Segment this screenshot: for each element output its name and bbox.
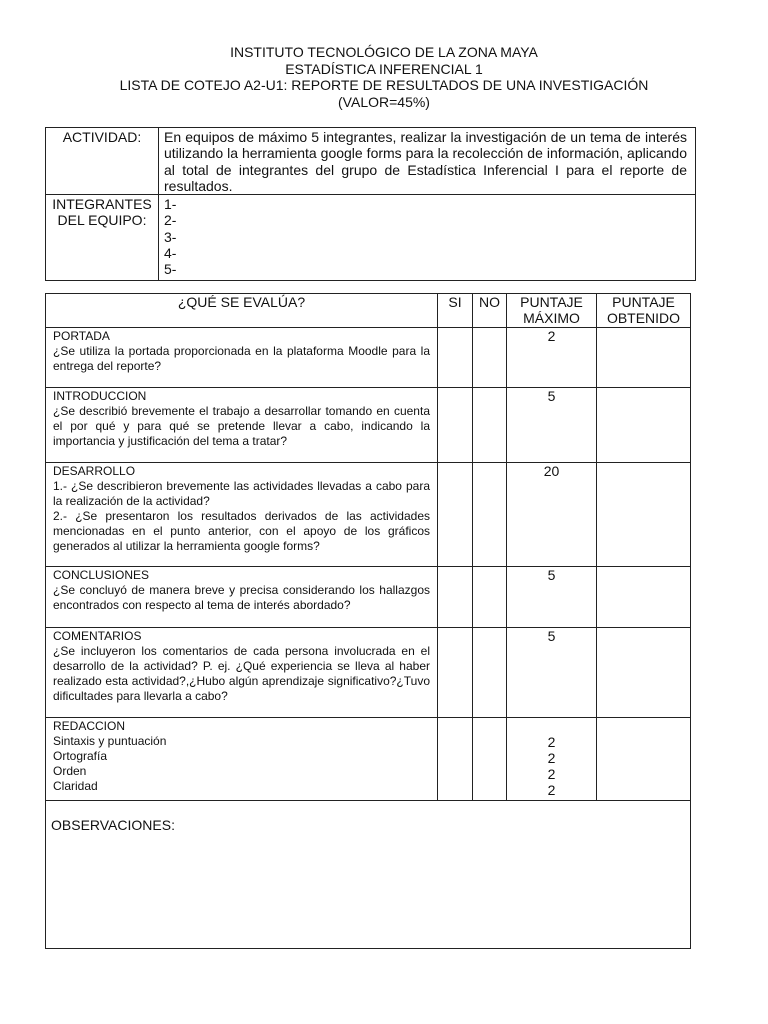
check-yes-comentarios[interactable] bbox=[438, 628, 473, 718]
document-header bbox=[0, 44, 768, 110]
header-max-score: PUNTAJE MÁXIMO bbox=[507, 294, 597, 328]
activity-label: ACTIVIDAD: bbox=[46, 128, 159, 195]
obtained-score-comentarios[interactable] bbox=[597, 628, 691, 718]
obtained-score-portada[interactable] bbox=[597, 328, 691, 388]
criterion-redaccion: REDACCION Sintaxis y puntuación Ortografía Orden Claridad bbox=[46, 718, 438, 801]
criterion-portada: PORTADA ¿Se utiliza la portada proporcionada en la plataforma Moodle para la entrega del reporte? bbox=[46, 328, 438, 388]
max-score-conclusiones: 5 bbox=[507, 567, 597, 628]
max-score-introduccion: 5 bbox=[507, 388, 597, 463]
check-yes-introduccion[interactable] bbox=[438, 388, 473, 463]
table-row bbox=[46, 567, 691, 628]
max-score-comentarios: 5 bbox=[507, 628, 597, 718]
header-obtained-score: PUNTAJE OBTENIDO bbox=[597, 294, 691, 328]
obtained-score-desarrollo[interactable] bbox=[597, 463, 691, 567]
checklist-title: LISTA DE COTEJO A2-U1: REPORTE DE RESULTADOS DE UNA INVESTIGACIÓN bbox=[119, 77, 649, 93]
observations-row bbox=[46, 801, 691, 949]
check-no-desarrollo[interactable] bbox=[473, 463, 507, 567]
evaluation-table bbox=[45, 293, 691, 949]
member-slot-4[interactable]: 4- bbox=[164, 245, 177, 262]
max-score-redaccion: 2 2 2 2 bbox=[507, 718, 597, 801]
criterion-conclusiones: CONCLUSIONES ¿Se concluyó de manera breve y precisa considerando los hallazgos encontrados con respecto al tema de interés abordado? bbox=[46, 567, 438, 628]
institution-title: INSTITUTO TECNOLÓGICO DE LA ZONA MAYA bbox=[230, 44, 538, 60]
table-row bbox=[46, 463, 691, 567]
check-yes-conclusiones[interactable] bbox=[438, 567, 473, 628]
table-row bbox=[46, 718, 691, 801]
observations-label: OBSERVACIONES: bbox=[51, 817, 175, 833]
check-no-comentarios[interactable] bbox=[473, 628, 507, 718]
member-slot-3[interactable]: 3- bbox=[164, 228, 177, 245]
obtained-score-conclusiones[interactable] bbox=[597, 567, 691, 628]
obtained-score-redaccion[interactable] bbox=[597, 718, 691, 801]
check-no-portada[interactable] bbox=[473, 328, 507, 388]
table-header-row bbox=[46, 294, 691, 328]
criterion-comentarios: COMENTARIOS ¿Se incluyeron los comentarios de cada persona involucrada en el desarrollo de la actividad? P. ej. ¿Qué experiencia se lleva al haber realizado esta actividad?,¿Hubo algún aprendizaje significativo?¿Tuvo dificultades para llevarla a cabo? bbox=[46, 628, 438, 718]
criterion-introduccion: INTRODUCCION ¿Se describió brevemente el trabajo a desarrollar tomando en cuenta el por qué y para qué se pretende llevar a cabo, indicando la importancia y justificación del tema a tratar? bbox=[46, 388, 438, 463]
course-title: ESTADÍSTICA INFERENCIAL 1 bbox=[285, 60, 483, 77]
value-label: (VALOR=45%) bbox=[338, 93, 430, 110]
check-no-conclusiones[interactable] bbox=[473, 567, 507, 628]
max-score-desarrollo: 20 bbox=[507, 463, 597, 567]
table-row bbox=[46, 388, 691, 463]
members-list[interactable] bbox=[159, 195, 696, 280]
member-slot-5[interactable]: 5- bbox=[164, 261, 177, 278]
members-label: INTEGRANTES DEL EQUIPO: bbox=[46, 195, 159, 280]
header-criterion: ¿QUÉ SE EVALÚA? bbox=[46, 294, 438, 328]
criterion-desarrollo: DESARROLLO 1.- ¿Se describieron brevemente las actividades llevadas a cabo para la realización de la actividad? 2.- ¿Se presentaron los resultados derivados de las actividades mencionadas en el punto anterior, con el apoyo de los gráficos generados al utilizar la herramienta google forms? bbox=[46, 463, 438, 567]
activity-description: En equipos de máximo 5 integrantes, realizar la investigación de un tema de interés utilizando la herramienta google forms para la recolección de información, aplicando al total de integrantes del grupo de Estadística Inferencial I para el reporte de resultados. bbox=[159, 128, 696, 195]
header-yes: SI bbox=[438, 294, 473, 328]
member-slot-1[interactable]: 1- bbox=[164, 196, 177, 213]
check-yes-redaccion[interactable] bbox=[438, 718, 473, 801]
member-slot-2[interactable]: 2- bbox=[164, 212, 177, 229]
activity-info-table bbox=[45, 127, 696, 281]
table-row bbox=[46, 328, 691, 388]
check-yes-portada[interactable] bbox=[438, 328, 473, 388]
obtained-score-introduccion[interactable] bbox=[597, 388, 691, 463]
table-row bbox=[46, 628, 691, 718]
observations-field[interactable] bbox=[46, 801, 691, 949]
header-no: NO bbox=[473, 294, 507, 328]
check-no-redaccion[interactable] bbox=[473, 718, 507, 801]
check-no-introduccion[interactable] bbox=[473, 388, 507, 463]
check-yes-desarrollo[interactable] bbox=[438, 463, 473, 567]
max-score-portada: 2 bbox=[507, 328, 597, 388]
